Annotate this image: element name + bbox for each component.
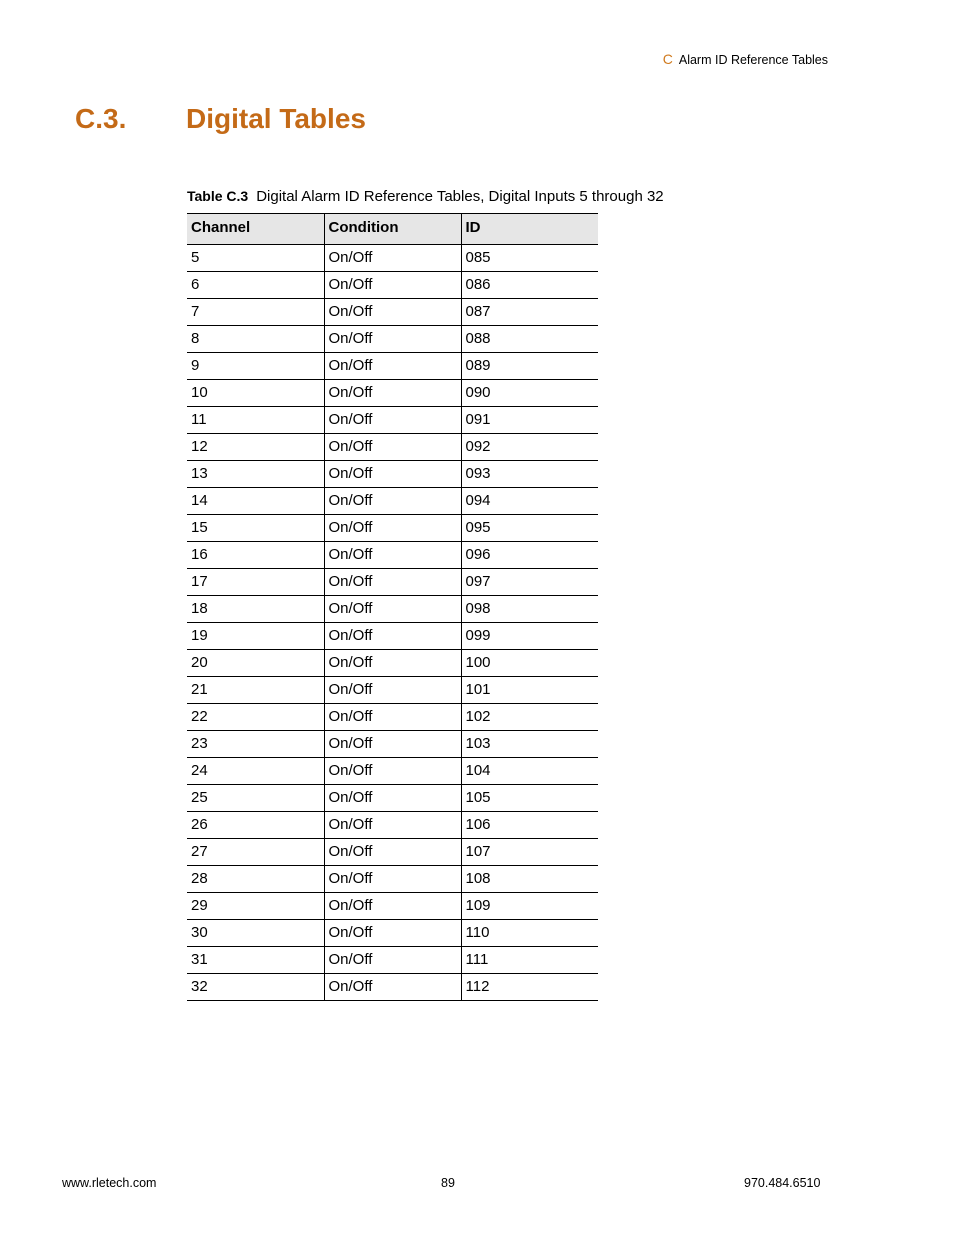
cell-condition: On/Off	[324, 785, 461, 812]
cell-condition: On/Off	[324, 461, 461, 488]
cell-channel: 7	[187, 299, 324, 326]
cell-channel: 15	[187, 515, 324, 542]
cell-id: 099	[461, 623, 598, 650]
cell-condition: On/Off	[324, 245, 461, 272]
table-row	[187, 299, 598, 326]
table-row	[187, 974, 598, 1001]
cell-condition: On/Off	[324, 515, 461, 542]
column-header-channel: Channel	[187, 214, 324, 245]
cell-id: 085	[461, 245, 598, 272]
cell-id: 103	[461, 731, 598, 758]
cell-id: 091	[461, 407, 598, 434]
cell-channel: 9	[187, 353, 324, 380]
cell-id: 092	[461, 434, 598, 461]
table-row	[187, 866, 598, 893]
cell-channel: 20	[187, 650, 324, 677]
cell-channel: 32	[187, 974, 324, 1001]
cell-channel: 24	[187, 758, 324, 785]
section-letter: C	[662, 51, 673, 67]
table-row	[187, 569, 598, 596]
alarm-id-table	[187, 213, 598, 1001]
cell-condition: On/Off	[324, 839, 461, 866]
table-row	[187, 326, 598, 353]
table-row	[187, 380, 598, 407]
cell-channel: 11	[187, 407, 324, 434]
cell-id: 089	[461, 353, 598, 380]
cell-id: 111	[461, 947, 598, 974]
cell-condition: On/Off	[324, 623, 461, 650]
cell-id: 102	[461, 704, 598, 731]
section-title: Alarm ID Reference Tables	[678, 53, 828, 67]
table-row	[187, 731, 598, 758]
table-row	[187, 677, 598, 704]
column-header-id: ID	[461, 214, 598, 245]
cell-condition: On/Off	[324, 272, 461, 299]
cell-id: 105	[461, 785, 598, 812]
cell-id: 096	[461, 542, 598, 569]
table-row	[187, 353, 598, 380]
cell-condition: On/Off	[324, 434, 461, 461]
cell-channel: 8	[187, 326, 324, 353]
cell-channel: 23	[187, 731, 324, 758]
cell-condition: On/Off	[324, 893, 461, 920]
table-caption	[187, 188, 664, 205]
cell-channel: 14	[187, 488, 324, 515]
cell-channel: 17	[187, 569, 324, 596]
footer-phone: 970.484.6510	[744, 1176, 821, 1190]
table-row	[187, 839, 598, 866]
cell-condition: On/Off	[324, 758, 461, 785]
cell-channel: 5	[187, 245, 324, 272]
cell-id: 094	[461, 488, 598, 515]
cell-id: 104	[461, 758, 598, 785]
cell-id: 106	[461, 812, 598, 839]
cell-id: 112	[461, 974, 598, 1001]
table-row	[187, 434, 598, 461]
table-body	[187, 245, 598, 1001]
table-row	[187, 704, 598, 731]
cell-id: 093	[461, 461, 598, 488]
cell-condition: On/Off	[324, 731, 461, 758]
cell-id: 098	[461, 596, 598, 623]
cell-condition: On/Off	[324, 299, 461, 326]
cell-channel: 22	[187, 704, 324, 731]
cell-channel: 16	[187, 542, 324, 569]
cell-condition: On/Off	[324, 488, 461, 515]
cell-channel: 18	[187, 596, 324, 623]
cell-id: 107	[461, 839, 598, 866]
section-heading-text: Digital Tables	[186, 103, 366, 134]
cell-channel: 19	[187, 623, 324, 650]
table-row	[187, 515, 598, 542]
table-row	[187, 407, 598, 434]
cell-condition: On/Off	[324, 866, 461, 893]
cell-id: 108	[461, 866, 598, 893]
cell-channel: 6	[187, 272, 324, 299]
cell-id: 109	[461, 893, 598, 920]
page-title	[75, 103, 366, 135]
table-caption-text: Digital Alarm ID Reference Tables, Digital Inputs 5 through 32	[256, 188, 664, 205]
cell-channel: 29	[187, 893, 324, 920]
cell-channel: 25	[187, 785, 324, 812]
cell-condition: On/Off	[324, 407, 461, 434]
cell-channel: 27	[187, 839, 324, 866]
cell-id: 087	[461, 299, 598, 326]
cell-channel: 10	[187, 380, 324, 407]
cell-id: 110	[461, 920, 598, 947]
cell-channel: 26	[187, 812, 324, 839]
table-row	[187, 812, 598, 839]
table-row	[187, 245, 598, 272]
cell-condition: On/Off	[324, 569, 461, 596]
cell-condition: On/Off	[324, 380, 461, 407]
section-number: C.3.	[75, 103, 127, 134]
table-row	[187, 623, 598, 650]
cell-id: 095	[461, 515, 598, 542]
table-caption-label: Table C.3	[187, 188, 249, 204]
table-row	[187, 272, 598, 299]
cell-condition: On/Off	[324, 920, 461, 947]
table-row	[187, 893, 598, 920]
cell-condition: On/Off	[324, 650, 461, 677]
cell-channel: 21	[187, 677, 324, 704]
table-row	[187, 596, 598, 623]
cell-channel: 31	[187, 947, 324, 974]
cell-condition: On/Off	[324, 947, 461, 974]
cell-channel: 13	[187, 461, 324, 488]
cell-condition: On/Off	[324, 596, 461, 623]
footer-website: www.rletech.com	[62, 1176, 157, 1190]
table-row	[187, 785, 598, 812]
cell-channel: 28	[187, 866, 324, 893]
cell-condition: On/Off	[324, 326, 461, 353]
table-row	[187, 461, 598, 488]
cell-id: 101	[461, 677, 598, 704]
footer-page-number: 89	[441, 1176, 455, 1190]
cell-id: 090	[461, 380, 598, 407]
cell-condition: On/Off	[324, 542, 461, 569]
cell-id: 086	[461, 272, 598, 299]
table-row	[187, 920, 598, 947]
cell-id: 088	[461, 326, 598, 353]
cell-channel: 30	[187, 920, 324, 947]
table-header-row	[187, 214, 598, 245]
cell-condition: On/Off	[324, 812, 461, 839]
table-row	[187, 758, 598, 785]
cell-channel: 12	[187, 434, 324, 461]
table-row	[187, 947, 598, 974]
running-header	[663, 51, 828, 67]
cell-condition: On/Off	[324, 974, 461, 1001]
cell-condition: On/Off	[324, 704, 461, 731]
table-row	[187, 488, 598, 515]
cell-id: 097	[461, 569, 598, 596]
cell-condition: On/Off	[324, 353, 461, 380]
column-header-condition: Condition	[324, 214, 461, 245]
table-row	[187, 542, 598, 569]
cell-id: 100	[461, 650, 598, 677]
table-header	[187, 214, 598, 245]
table-row	[187, 650, 598, 677]
cell-condition: On/Off	[324, 677, 461, 704]
